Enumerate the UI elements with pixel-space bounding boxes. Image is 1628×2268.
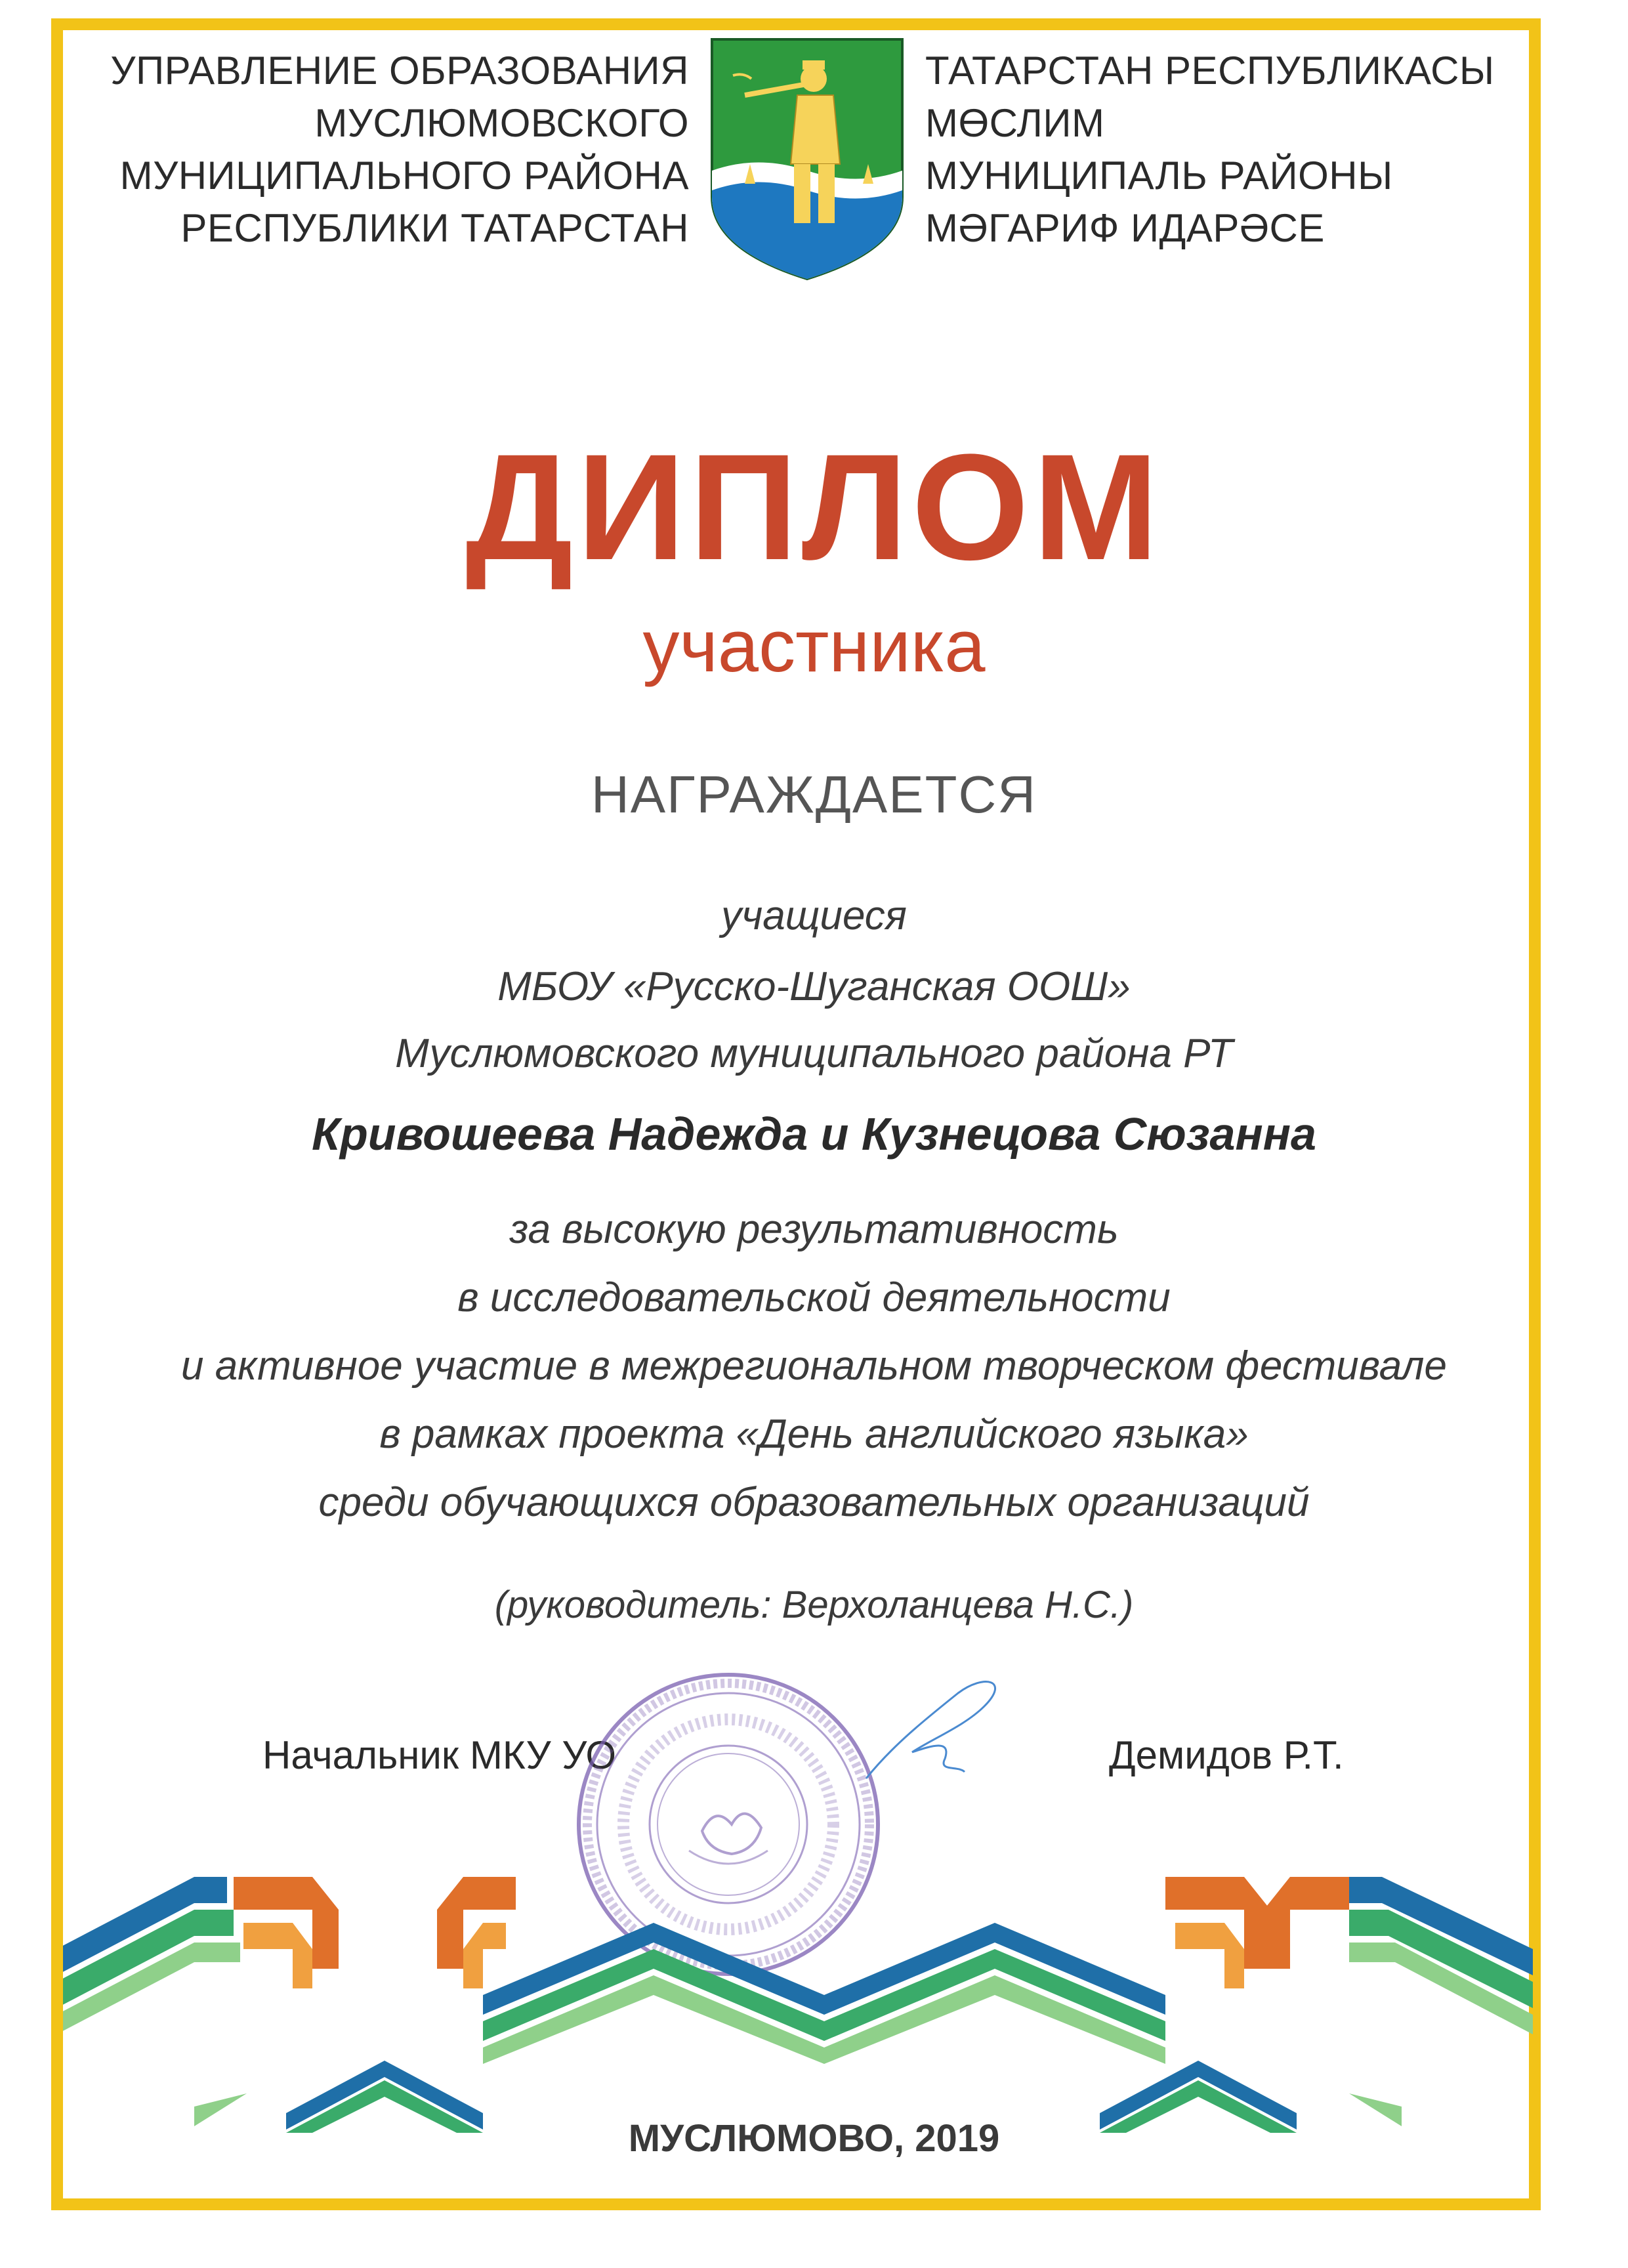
city-year: МУСЛЮМОВО, 2019	[628, 2117, 1000, 2160]
district-name: Муслюмовского муниципального района РТ	[395, 1031, 1233, 1076]
awarded-heading: НАГРАЖДАЕТСЯ	[591, 765, 1037, 824]
decorative-ornament	[63, 1838, 1533, 2133]
reason-line-4: в рамках проекта «День английского языка»	[379, 1412, 1249, 1457]
reason-line-3: и активное участие в межрегиональном творческом фестивале	[180, 1343, 1448, 1389]
header-left-line-4: РЕСПУБЛИКИ ТАТАРСТАН	[180, 206, 689, 250]
recipient-type: учащиеся	[721, 893, 907, 938]
header-right-line-3: МУНИЦИПАЛЬ РАЙОНЫ	[925, 154, 1393, 198]
diploma-subtitle: участника	[642, 605, 986, 687]
header-right-line-1: ТАТАРСТАН РЕСПУБЛИКАСЫ	[925, 49, 1495, 93]
header-left-line-3: МУНИЦИПАЛЬНОГО РАЙОНА	[119, 154, 689, 198]
header-right	[925, 45, 1516, 255]
header-left-line-1: УПРАВЛЕНИЕ ОБРАЗОВАНИЯ	[110, 49, 689, 93]
supervisor: (руководитель: Верхоланцева Н.С.)	[494, 1584, 1134, 1626]
header-left	[98, 45, 689, 255]
signatory-position: Начальник МКУ УО	[262, 1733, 617, 1777]
signatory-name: Демидов Р.Т.	[1109, 1733, 1344, 1777]
header-right-line-2: МӨСЛИМ	[925, 101, 1105, 145]
coat-of-arms-musician-icon	[705, 33, 909, 282]
handwritten-signature	[853, 1667, 1024, 1798]
header-right-line-4: МӘГАРИФ ИДАРӘСЕ	[925, 206, 1325, 250]
header-left-line-2: МУСЛЮМОВСКОГО	[314, 101, 689, 145]
recipient-names: Кривошеева Надежда и Кузнецова Сюзанна	[312, 1108, 1316, 1160]
reason-line-1: за высокую результативность	[509, 1207, 1119, 1252]
reason-line-5: среди обучающихся образовательных организаций	[318, 1480, 1310, 1525]
diploma-title: ДИПЛОМ	[465, 423, 1163, 591]
school-name: МБОУ «Русско-Шуганская ООШ»	[497, 964, 1131, 1009]
reason-line-2: в исследовательской деятельности	[457, 1275, 1171, 1320]
